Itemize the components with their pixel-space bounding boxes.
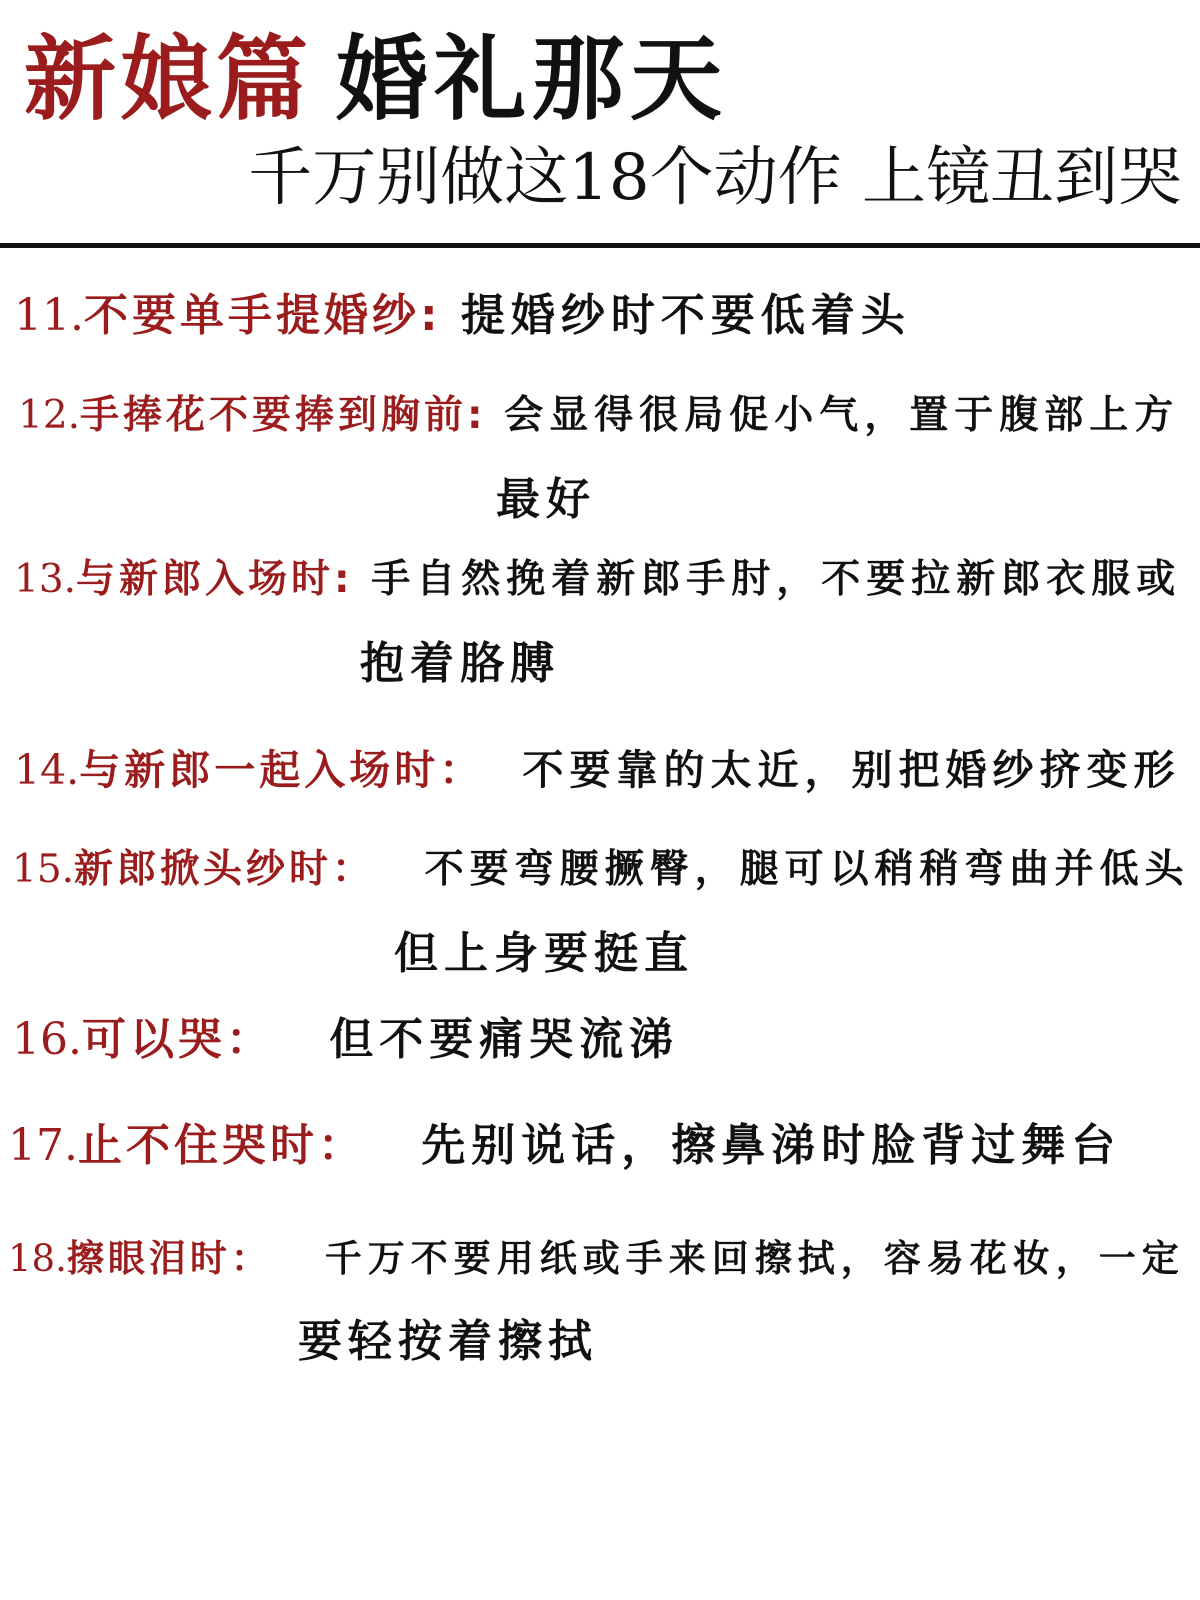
divider [0,243,1200,248]
item-text: 会显得很局促小气，置于腹部上方 [504,393,1180,438]
item-text: 不要靠的太近，别把婚纱挤变形 [522,746,1181,794]
item-text: 先别说话，擦鼻涕时脸背过舞台 [421,1120,1122,1171]
item-text: 千万不要用纸或手来回擦拭，容易花妆，一定 [324,1237,1185,1280]
item-continuation: 要轻按着擦拭 [298,1316,598,1367]
item-label: 17.止不住哭时： [8,1120,366,1171]
item-continuation: 但上身要挺直 [394,928,694,979]
header [0,0,1200,246]
title-black: 婚礼那天 [336,26,729,133]
list-item [14,290,911,341]
list-item [14,746,1181,794]
list-item [12,1014,680,1065]
list-item [14,557,1182,602]
item-label: 13.与新郎入场时: [14,557,354,602]
item-text: 提婚纱时不要低着头 [460,290,911,341]
title-red: 新娘篇 [24,26,313,133]
item-text: 但不要痛哭流涕 [329,1014,680,1065]
item-label: 15.新郎掀头纱时： [12,847,376,892]
item-label: 11.不要单手提婚纱: [14,290,442,341]
item-continuation: 抱着胳膊 [360,638,560,689]
item-label: 12.手捧花不要捧到胸前: [18,393,487,438]
list-item [8,1237,1185,1280]
subtitle: 千万别做这18个动作 上镜丑到哭 [248,141,1182,215]
item-text: 不要弯腰撅臀，腿可以稍稍弯曲并低头 [424,847,1190,892]
item-label: 18.擦眼泪时： [8,1237,272,1280]
list-item [8,1120,1122,1171]
item-text: 手自然挽着新郎手肘，不要拉新郎衣服或 [371,557,1182,602]
item-label: 16.可以哭： [12,1014,274,1065]
item-continuation: 最好 [496,474,596,525]
list-item [12,847,1190,892]
item-label: 14.与新郎一起入场时： [14,746,485,794]
list-item [18,393,1180,438]
